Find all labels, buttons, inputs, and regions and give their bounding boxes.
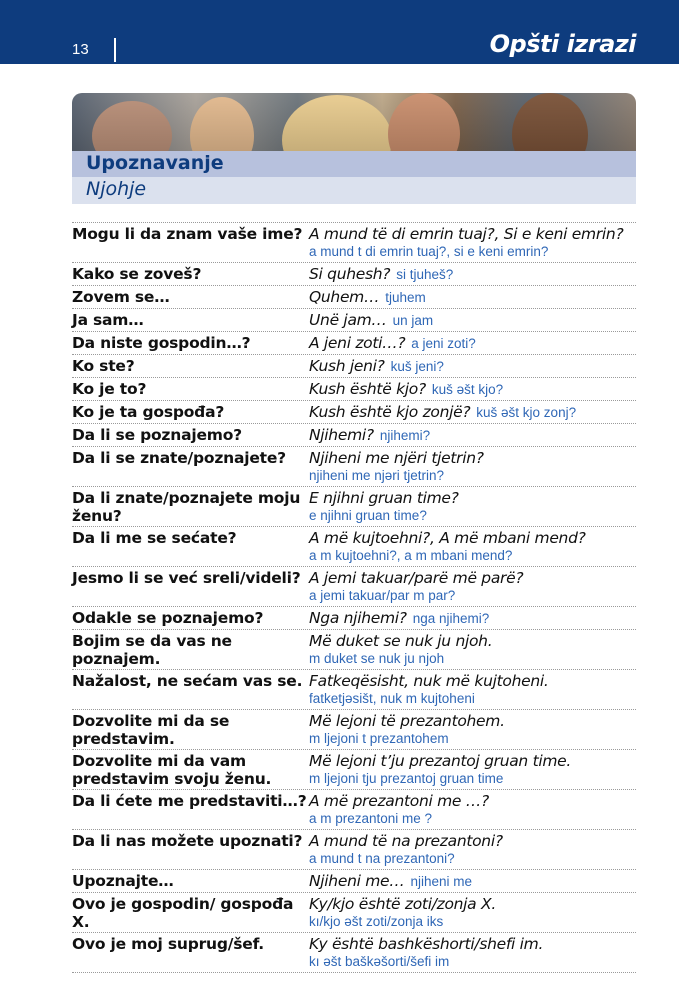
- translation-cell: [309, 752, 636, 788]
- pronunciation-text: kuš jeni?: [390, 359, 444, 374]
- serbian-phrase: Da li ćete me predstaviti…?: [72, 792, 307, 810]
- translation-cell: [309, 872, 636, 891]
- pronunciation-text: kı/kjo əšt zoti/zonja iks: [309, 914, 444, 929]
- albanian-phrase: Ky është bashkëshorti/shefi im.: [309, 935, 544, 953]
- phrase-row: [72, 749, 636, 789]
- pronunciation-text: a jeni zoti?: [411, 336, 476, 351]
- section-photo-banner: [72, 93, 636, 151]
- serbian-phrase: Odakle se poznajemo?: [72, 609, 264, 627]
- pronunciation-text: a m prezantoni me ?: [309, 811, 433, 826]
- phrase-row: [72, 331, 636, 354]
- serbian-phrase: Ko ste?: [72, 357, 135, 375]
- pronunciation-text: kı əšt baškəšorti/šefi im: [309, 954, 450, 969]
- translation-cell: [309, 489, 636, 525]
- serbian-phrase: Da niste gospodin…?: [72, 334, 251, 352]
- serbian-phrase: Dozvolite mi da se predstavim.: [72, 712, 230, 748]
- serbian-phrase: Ovo je moj suprug/šef.: [72, 935, 264, 953]
- pronunciation-text: fatketjəsišt, nuk m kujtoheni: [309, 691, 475, 706]
- serbian-phrase: Ko je to?: [72, 380, 147, 398]
- phrase-row: [72, 446, 636, 486]
- translation-cell: [309, 334, 636, 353]
- translation-cell: [309, 529, 636, 565]
- pronunciation-text: m ljejoni t prezantohem: [309, 731, 449, 746]
- pronunciation-text: nga njihemi?: [412, 611, 490, 626]
- albanian-phrase: Kush jeni?: [309, 357, 385, 375]
- phrase-row: [72, 629, 636, 669]
- section-title-band: [72, 151, 636, 177]
- serbian-phrase: Ko je ta gospođa?: [72, 403, 225, 421]
- pronunciation-text: kuš əšt kjo zonj?: [476, 405, 577, 420]
- top-header-bar: [0, 0, 679, 64]
- translation-cell: [309, 225, 636, 261]
- phrase-row: [72, 222, 636, 262]
- translation-cell: [309, 426, 636, 445]
- albanian-phrase: A më kujtoehni?, A më mbani mend?: [309, 529, 586, 547]
- serbian-phrase: Zovem se…: [72, 288, 170, 306]
- albanian-phrase: Ky/kjo është zoti/zonja X.: [309, 895, 496, 913]
- serbian-phrase: Ovo je gospodin/ gospođa X.: [72, 895, 294, 931]
- phrase-row: [72, 262, 636, 285]
- pronunciation-text: m duket se nuk ju njoh: [309, 651, 445, 666]
- albanian-phrase: A jemi takuar/parë më parë?: [309, 569, 524, 587]
- serbian-phrase: Bojim se da vas ne poznajem.: [72, 632, 232, 668]
- phrase-row: [72, 932, 636, 973]
- pronunciation-text: tjuhem: [385, 290, 426, 305]
- translation-cell: [309, 357, 636, 376]
- phrase-row: [72, 486, 636, 526]
- albanian-phrase: A jeni zoti…?: [309, 334, 406, 352]
- translation-cell: [309, 712, 636, 748]
- pronunciation-text: a jemi takuar/par m par?: [309, 588, 456, 603]
- serbian-phrase: Da li se poznajemo?: [72, 426, 242, 444]
- serbian-phrase: Jesmo li se već sreli/videli?: [72, 569, 301, 587]
- albanian-phrase: A mund të na prezantoni?: [309, 832, 503, 850]
- pronunciation-text: njiheni me: [410, 874, 473, 889]
- translation-cell: [309, 288, 636, 307]
- translation-cell: [309, 609, 636, 628]
- serbian-phrase: Da li me se sećate?: [72, 529, 237, 547]
- translation-cell: [309, 632, 636, 668]
- phrase-row: [72, 354, 636, 377]
- phrase-row: [72, 669, 636, 709]
- serbian-phrase: Da li nas možete upoznati?: [72, 832, 303, 850]
- phrase-row: [72, 285, 636, 308]
- albanian-phrase: Njiheni me…: [309, 872, 405, 890]
- translation-cell: [309, 265, 636, 284]
- translation-cell: [309, 449, 636, 485]
- translation-cell: [309, 569, 636, 605]
- pronunciation-text: si tjuheš?: [396, 267, 454, 282]
- translation-cell: [309, 311, 636, 330]
- serbian-phrase: Da li se znate/poznajete?: [72, 449, 286, 467]
- albanian-phrase: A mund të di emrin tuaj?, Si e keni emrin?: [309, 225, 624, 243]
- translation-cell: [309, 935, 636, 971]
- serbian-phrase: Kako se zoveš?: [72, 265, 202, 283]
- phrase-row: [72, 892, 636, 932]
- phrase-row: [72, 606, 636, 629]
- pronunciation-text: un jam: [392, 313, 434, 328]
- phrase-row: [72, 709, 636, 749]
- pronunciation-text: a m kujtoehni?, a m mbani mend?: [309, 548, 513, 563]
- page-number: 13: [72, 41, 89, 58]
- albanian-phrase: Kush është kjo?: [309, 380, 426, 398]
- pronunciation-text: kuš əšt kjo?: [431, 382, 504, 397]
- serbian-phrase: Upoznajte…: [72, 872, 174, 890]
- albanian-phrase: Kush është kjo zonjë?: [309, 403, 471, 421]
- section-title: Upoznavanje: [86, 152, 224, 174]
- albanian-phrase: Njiheni me njëri tjetrin?: [309, 449, 484, 467]
- albanian-phrase: Më lejoni t’ju prezantoj gruan time.: [309, 752, 572, 770]
- phrase-row: [72, 377, 636, 400]
- albanian-phrase: Unë jam…: [309, 311, 387, 329]
- phrase-row: [72, 400, 636, 423]
- phrase-row: [72, 829, 636, 869]
- translation-cell: [309, 895, 636, 931]
- serbian-phrase: Mogu li da znam vaše ime?: [72, 225, 303, 243]
- phrase-row: [72, 869, 636, 892]
- pronunciation-text: a mund t di emrin tuaj?, si e keni emrin?: [309, 244, 549, 259]
- pronunciation-text: e njihni gruan time?: [309, 508, 427, 523]
- serbian-phrase: Nažalost, ne sećam vas se.: [72, 672, 303, 690]
- pronunciation-text: a mund t na prezantoni?: [309, 851, 455, 866]
- pronunciation-text: njiheni me njəri tjetrin?: [309, 468, 445, 483]
- photo-shade: [72, 93, 636, 151]
- albanian-phrase: Quhem…: [309, 288, 380, 306]
- phrase-row: [72, 566, 636, 606]
- albanian-phrase: Nga njihemi?: [309, 609, 407, 627]
- section-subtitle: Njohje: [86, 178, 147, 200]
- phrase-row: [72, 789, 636, 829]
- phrase-list: [72, 222, 636, 973]
- phrase-row: [72, 423, 636, 446]
- albanian-phrase: E njihni gruan time?: [309, 489, 459, 507]
- albanian-phrase: Më duket se nuk ju njoh.: [309, 632, 493, 650]
- translation-cell: [309, 792, 636, 828]
- translation-cell: [309, 380, 636, 399]
- translation-cell: [309, 403, 636, 422]
- pronunciation-text: m ljejoni tju prezantoj gruan time: [309, 771, 504, 786]
- albanian-phrase: Njihemi?: [309, 426, 374, 444]
- albanian-phrase: Si quhesh?: [309, 265, 391, 283]
- serbian-phrase: Ja sam…: [72, 311, 144, 329]
- serbian-phrase: Dozvolite mi da vam predstavim svoju ženu.: [72, 752, 272, 788]
- section-subtitle-band: [72, 177, 636, 204]
- albanian-phrase: Fatkeqësisht, nuk më kujtoheni.: [309, 672, 549, 690]
- chapter-title: Opšti izrazi: [489, 30, 636, 58]
- albanian-phrase: A më prezantoni me …?: [309, 792, 489, 810]
- translation-cell: [309, 832, 636, 868]
- translation-cell: [309, 672, 636, 708]
- phrase-row: [72, 526, 636, 566]
- albanian-phrase: Më lejoni të prezantohem.: [309, 712, 505, 730]
- pronunciation-text: njihemi?: [379, 428, 431, 443]
- phrase-row: [72, 308, 636, 331]
- serbian-phrase: Da li znate/poznajete moju ženu?: [72, 489, 301, 525]
- header-divider: [114, 38, 116, 62]
